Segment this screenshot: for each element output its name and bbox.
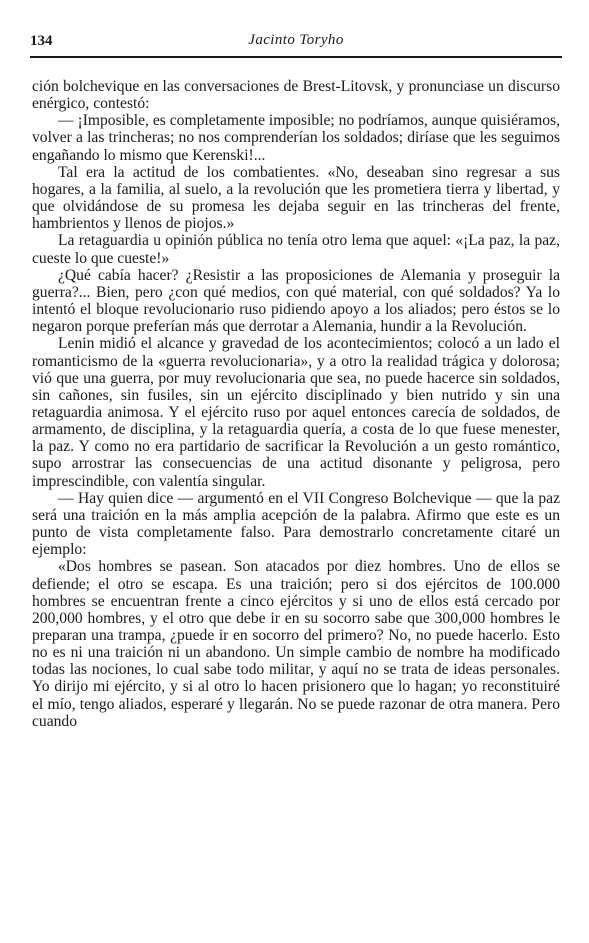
- paragraph: «Dos hombres se pasean. Son atacados por diez hombres. Uno de ellos se defiende; el otro se escapa. Es una traición; pero si dos ejércitos de 100.000 hombres se encuentran frente a cinco ejércitos y si uno de ellos está cercado por 200,000 hombres, y el otro que debe ir en su socorro sabe que 300,000 hombres le preparan una trampa, ¿puede ir en socorro del primero? No, no puede hacerlo. Esto no es ni una traición ni un abandono. Un simple cambio de nombre ha modificado todas las nociones, lo cual sabe todo militar, y aquí no se trata de ideas personales. Yo dirijo mi ejército, y si al otro lo hacen prisionero que lo hagan; yo reconstituiré el mío, tengo aliados, esperaré y llegarán. No se puede razonar de otra manera. Pero cuando: [32, 558, 560, 730]
- paragraph: — ¡Imposible, es completamente imposible; no podríamos, aunque quisiéramos, volver a las trincheras; no nos comprenderían los soldados; diríase que les seguimos engañando lo mismo que Kerenski!...: [32, 112, 560, 164]
- paragraph: — Hay quien dice — argumentó en el VII Congreso Bolchevique — que la paz será una traición en la más amplia acepción de la palabra. Afirmo que este es un punto de vista completamente falso. Para demostrarlo concretamente citaré un ejemplo:: [32, 489, 560, 559]
- running-title: Jacinto Toryho: [248, 32, 344, 48]
- paragraph: La retaguardia u opinión pública no tenía otro lema que aquel: «¡La paz, la paz, cueste lo que cueste!»: [32, 232, 560, 267]
- running-head: [30, 30, 562, 52]
- page-number: 134: [30, 33, 53, 49]
- body-text: [32, 78, 560, 730]
- paragraph: ¿Qué cabía hacer? ¿Resistir a las proposiciones de Alemania y proseguir la guerra?... Bien, pero ¿con qué medios, con qué material, con qué soldados? Ya lo intentó el bloque revolucionario ruso pidiendo apoyo a los aliados; pero éstos se lo negaron porque preferían más que derrotar a Alemania, hundir a la Revolución.: [32, 266, 560, 336]
- paragraph: ción bolchevique en las conversaciones de Brest-Litovsk, y pronunciase un discurso enérgico, contestó:: [32, 78, 560, 113]
- paragraph: Tal era la actitud de los combatientes. «No, deseaban sino regresar a sus hogares, a la familia, al suelo, a la revolución que les prometiera tierra y libertad, y que olvidándose de su promesa les dejaba seguir en las trincheras del frente, hambrientos y llenos de piojos.»: [32, 163, 560, 233]
- paragraph: Lenin midió el alcance y gravedad de los acontecimientos; colocó a un lado el romanticismo de la «guerra revolucionaria», y a otro la realidad trágica y dolorosa; vió que una guerra, por muy revolucionaria que sea, no puede hacerce sin soldados, sin cañones, sin fusiles, sin un ejército disciplinado y bien nutrido y sin una retaguardia animosa. Y el ejército ruso por aquel entonces carecía de soldados, de armamento, de disciplina, y la retaguardia quería, a costa de lo que fuese menester, la paz. Y como no era partidario de sacrificar la Revolución a un gesto romántico, supo arrostrar las consecuencias de una actitud disonante y peligrosa, pero imprescindible, con valentía singular.: [32, 335, 560, 490]
- header-rule: [30, 56, 562, 58]
